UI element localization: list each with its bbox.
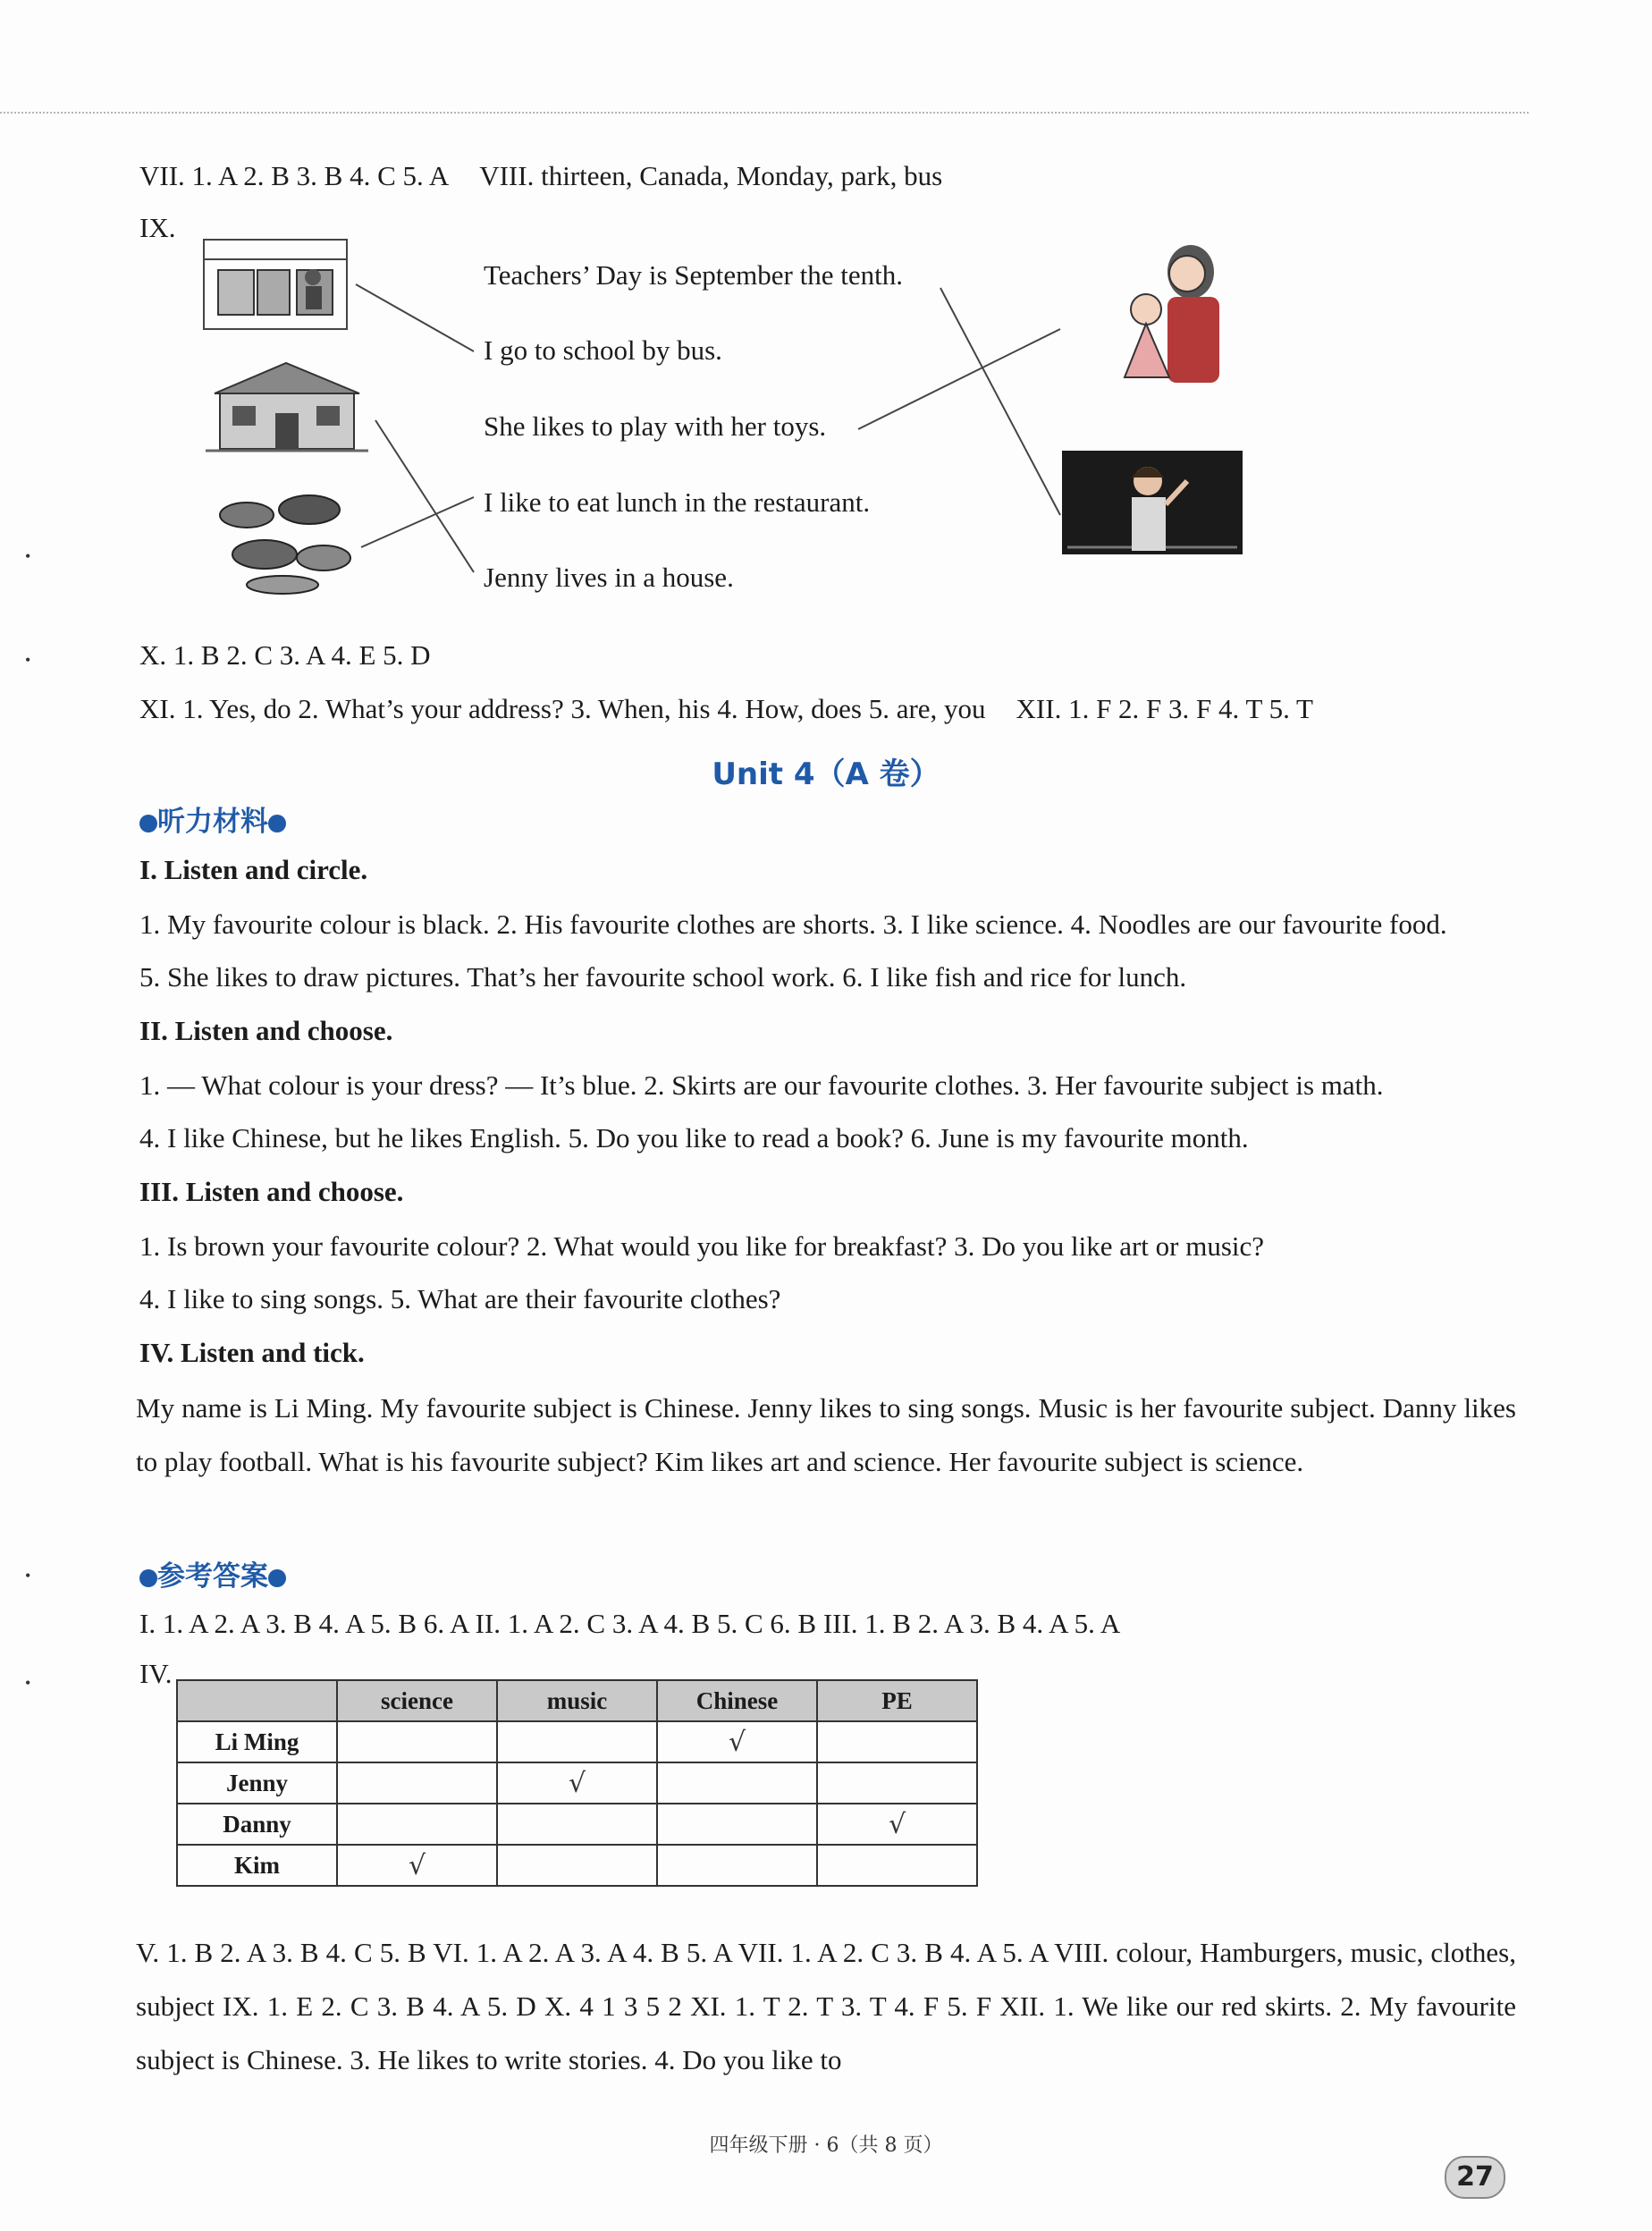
tick-cell: √ — [817, 1804, 977, 1845]
tick-cell — [817, 1721, 977, 1762]
part-heading: III. Listen and choose. — [139, 1176, 404, 1207]
answers-xi-xii-line — [139, 691, 1313, 727]
ix-sentence: She likes to play with her toys. — [484, 410, 827, 442]
answer-iv-label: IV. — [139, 1658, 173, 1689]
page-footer: 四年级下册 · 6（共 8 页） — [709, 2134, 943, 2157]
tick-table — [176, 1679, 978, 1887]
listening-line: 4. I like Chinese, but he likes English. 5. Do you like to read a book? 6. June is my favourite month. — [139, 1122, 1249, 1154]
bullet-dot-icon — [139, 815, 157, 832]
row-name: Kim — [177, 1845, 337, 1886]
tick-cell: √ — [337, 1845, 497, 1886]
listening-line: 5. She likes to draw pictures. That’s her favourite school work. 6. I like fish and rice for lunch. — [139, 961, 1187, 993]
tick-cell — [337, 1762, 497, 1804]
table-row — [177, 1762, 977, 1804]
tick-cell: √ — [497, 1762, 657, 1804]
table-row — [177, 1804, 977, 1845]
part-heading: I. Listen and circle. — [139, 854, 368, 885]
table-row — [177, 1721, 977, 1762]
table-header-cell: Chinese — [657, 1680, 817, 1721]
listening-label-text: 听力材料 — [157, 806, 268, 838]
ix-sentence: Teachers’ Day is September the tenth. — [484, 259, 903, 291]
answer-xi: XI. 1. Yes, do 2. What’s your address? 3. When, his 4. How, does 5. are, you — [139, 693, 986, 724]
page-number-badge: 27 — [1445, 2156, 1505, 2199]
tick-cell — [497, 1804, 657, 1845]
listening-paragraph: My name is Li Ming. My favourite subject is Chinese. Jenny likes to sing songs. Music is her favourite subject. Danny likes to play football. What is his favourite subject? Kim likes art and science. Her favourite subject is science. — [136, 1392, 1516, 1477]
answer-vii: VII. 1. A 2. B 3. B 4. C 5. A — [139, 160, 450, 191]
tick-cell — [657, 1804, 817, 1845]
listening-line: 4. I like to sing songs. 5. What are their favourite clothes? — [139, 1283, 781, 1314]
margin-mark: • — [25, 547, 31, 565]
tick-cell — [497, 1721, 657, 1762]
answers-section-label — [139, 1553, 286, 1593]
table-header-cell: music — [497, 1680, 657, 1721]
margin-mark: • — [25, 651, 31, 669]
row-name: Danny — [177, 1804, 337, 1845]
tick-cell — [657, 1762, 817, 1804]
tick-cell — [657, 1845, 817, 1886]
answer-xii: XII. 1. F 2. F 3. F 4. T 5. T — [1016, 693, 1313, 724]
table-header-cell — [177, 1680, 337, 1721]
margin-mark: • — [25, 1567, 31, 1585]
table-row — [177, 1845, 977, 1886]
row-name: Jenny — [177, 1762, 337, 1804]
ix-sentence: Jenny lives in a house. — [484, 562, 734, 593]
tick-cell — [817, 1762, 977, 1804]
listening-line: 1. Is brown your favourite colour? 2. What would you like for breakfast? 3. Do you like art or music? — [139, 1230, 1265, 1262]
row-name: Li Ming — [177, 1721, 337, 1762]
margin-mark: • — [25, 1674, 31, 1692]
unit-title: Unit 4（A 卷） — [712, 756, 940, 792]
part-heading: IV. Listen and tick. — [139, 1337, 365, 1368]
answer-ix-label: IX. — [139, 212, 176, 243]
table-header-cell: PE — [817, 1680, 977, 1721]
part-heading: II. Listen and choose. — [139, 1015, 393, 1046]
bullet-dot-icon — [139, 1569, 157, 1587]
answer-x: X. 1. B 2. C 3. A 4. E 5. D — [139, 639, 431, 671]
table-header-row — [177, 1680, 977, 1721]
answers-label-text: 参考答案 — [157, 1560, 268, 1593]
listening-line: 1. My favourite colour is black. 2. His favourite clothes are shorts. 3. I like science. 4. Noodles are our favourite food. — [139, 908, 1447, 940]
bullet-dot-icon — [268, 1569, 286, 1587]
table-header-cell: science — [337, 1680, 497, 1721]
answers-line-1: I. 1. A 2. A 3. B 4. A 5. B 6. A II. 1. A 2. C 3. A 4. B 5. C 6. B III. 1. B 2. A 3. B 4. A 5. A — [139, 1608, 1121, 1639]
tick-cell — [817, 1845, 977, 1886]
tick-cell — [337, 1804, 497, 1845]
answers-tail-paragraph: V. 1. B 2. A 3. B 4. C 5. B VI. 1. A 2. A 3. A 4. B 5. A VII. 1. A 2. C 3. B 4. A 5. A VIII. colour, Hamburgers, music, clothes, subject IX. 1. E 2. C 3. B 4. A 5. D X. 4 1 3 5 2 XI. 1. T 2. T 3. T 4. F 5. F XII. 1. We like our red skirts. 2. My favourite subject is Chinese. 3. He likes to write stories. 4. Do you like to — [136, 1937, 1516, 2075]
tick-cell: √ — [657, 1721, 817, 1762]
answer-viii: VIII. thirteen, Canada, Monday, park, bus — [479, 160, 943, 191]
tick-cell — [497, 1845, 657, 1886]
ix-sentence: I go to school by bus. — [484, 334, 722, 366]
ix-sentence: I like to eat lunch in the restaurant. — [484, 486, 871, 518]
listening-section-label — [139, 799, 286, 839]
listening-line: 1. — What colour is your dress? — It’s blue. 2. Skirts are our favourite clothes. 3. Her favourite subject is math. — [139, 1069, 1384, 1101]
matching-lines — [0, 0, 1652, 626]
tick-cell — [337, 1721, 497, 1762]
bullet-dot-icon — [268, 815, 286, 832]
